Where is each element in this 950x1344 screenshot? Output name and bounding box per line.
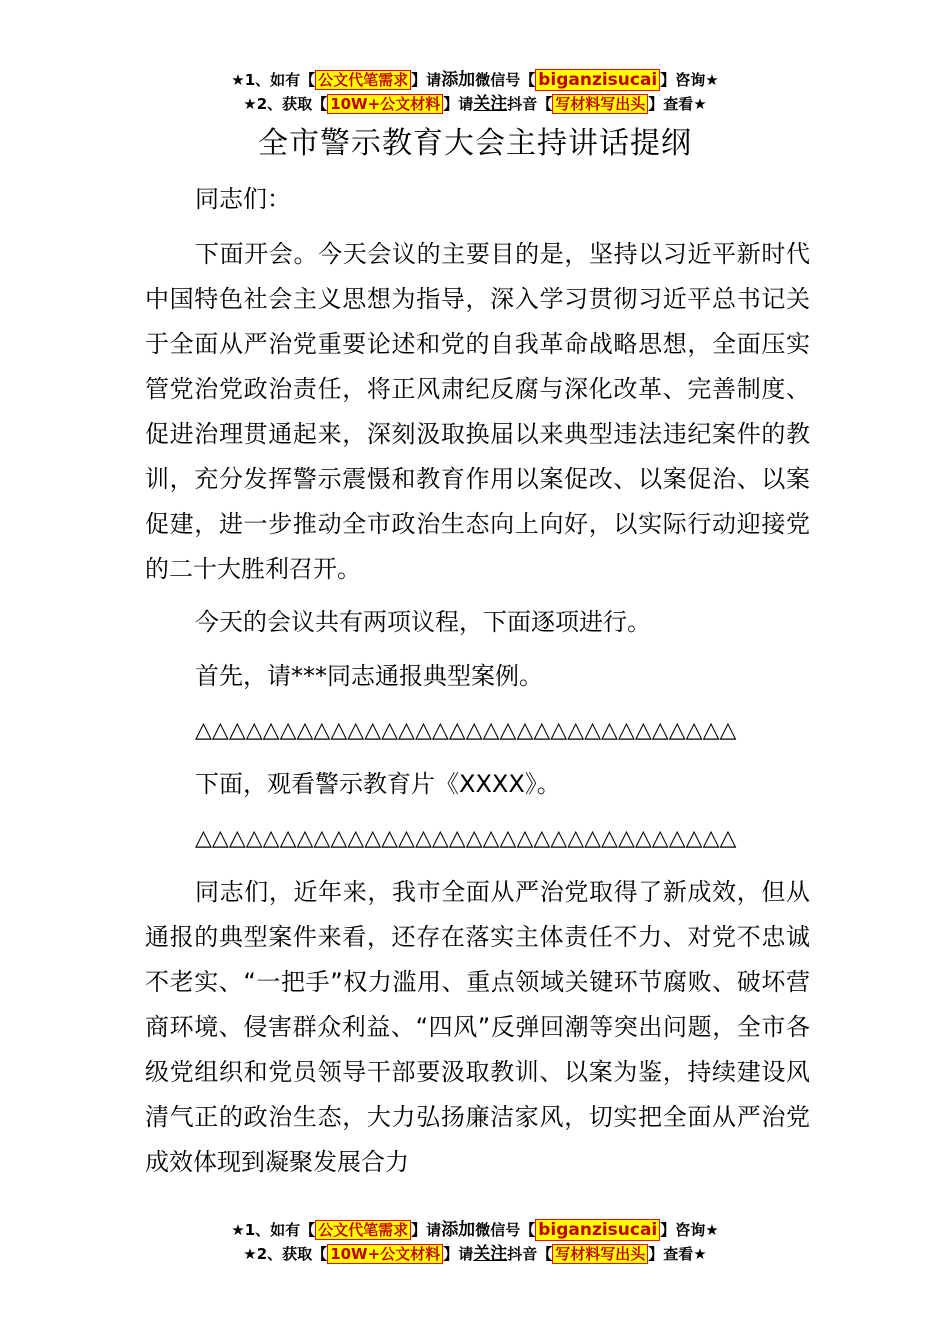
banner-highlight: 公文代笔需求 <box>315 70 411 90</box>
banner-wechat-id: biganzisucai <box>535 1219 660 1241</box>
paragraph-summary: 同志们，近年来，我市全面从严治党取得了新成效，但从通报的典型案件来看，还存在落实主体责任不力、对党不忠诚不老实、“一把手”权力滥用、重点领域关键环节腐败、破坏营商环境、侵害群众利益、“四风”反弹回潮等突出问题，全市各级党组织和党员领导干部要汲取教训、以案为鉴，持续建设风清气正的政治生态，大力弘扬廉洁家风，切实把全面从严治党成效体现到凝聚发展合力 <box>145 878 810 1176</box>
footer-banner <box>0 1218 950 1266</box>
banner-line-1 <box>0 68 950 92</box>
separator-triangles: △△△△△△△△△△△△△△△△△△△△△△△△△△△△△△△△ <box>195 718 737 743</box>
banner-line-2 <box>0 92 950 116</box>
banner-wechat-id: biganzisucai <box>535 69 660 91</box>
banner-text: 】请 <box>443 95 474 113</box>
separator-triangles: △△△△△△△△△△△△△△△△△△△△△△△△△△△△△△△△ <box>195 826 737 851</box>
banner-text: 微信号【 <box>475 1221 536 1239</box>
banner-text: 】咨询★ <box>660 1221 719 1239</box>
banner-text: 】查看★ <box>648 1245 707 1263</box>
banner-text: 添加 <box>441 70 476 90</box>
paragraph-case-report: 首先，请***同志通报典型案例。 <box>195 662 543 690</box>
banner-highlight: 10W+公文材料 <box>327 1244 443 1264</box>
star-icon: ★ <box>231 71 245 89</box>
banner-text: 抖音【 <box>507 95 553 113</box>
banner-text: 添加 <box>441 1220 476 1240</box>
star-icon: ★ <box>231 1221 245 1239</box>
banner-text: 1、如有【 <box>244 71 316 89</box>
salutation: 同志们： <box>195 185 291 213</box>
banner-highlight: 10W+公文材料 <box>327 94 443 114</box>
header-banner <box>0 68 950 116</box>
banner-text: 】请 <box>443 1245 474 1263</box>
banner-line-2 <box>0 1242 950 1266</box>
banner-douyin-id: 写材料写出头 <box>552 94 648 114</box>
banner-text: 】请 <box>411 71 442 89</box>
banner-text: 】请 <box>411 1221 442 1239</box>
banner-text: 微信号【 <box>475 71 536 89</box>
banner-text: 】查看★ <box>648 95 707 113</box>
banner-douyin-id: 写材料写出头 <box>552 1244 648 1264</box>
paragraph-opening: 下面开会。今天会议的主要目的是，坚持以习近平新时代中国特色社会主义思想为指导，深入学习贯彻习近平总书记关于全面从严治党重要论述和党的自我革命战略思想，全面压实管党治党政治责任，将正风肃纪反腐与深化改革、完善制度、促进治理贯通起来，深刻汲取换届以来典型违法违纪案件的教训，充分发挥警示震慑和教育作用以案促改、以案促治、以案促建，进一步推动全市政治生态向上向好，以实际行动迎接党的二十大胜利召开。 <box>145 240 810 583</box>
banner-text: 2、获取【 <box>256 1245 328 1263</box>
banner-line-1 <box>0 1218 950 1242</box>
banner-text: 1、如有【 <box>244 1221 316 1239</box>
banner-highlight: 公文代笔需求 <box>315 1220 411 1240</box>
star-icon: ★ <box>243 1245 257 1263</box>
banner-text: 2、获取【 <box>256 95 328 113</box>
banner-text: 抖音【 <box>507 1245 553 1263</box>
paragraph-video: 下面，观看警示教育片《XXXX》。 <box>195 770 561 798</box>
star-icon: ★ <box>243 95 257 113</box>
banner-text: 关注 <box>473 1244 508 1264</box>
banner-text: 关注 <box>473 94 508 114</box>
paragraph-agenda: 今天的会议共有两项议程，下面逐项进行。 <box>195 608 651 636</box>
document-title: 全市警示教育大会主持讲话提纲 <box>258 126 692 161</box>
banner-text: 】咨询★ <box>660 71 719 89</box>
